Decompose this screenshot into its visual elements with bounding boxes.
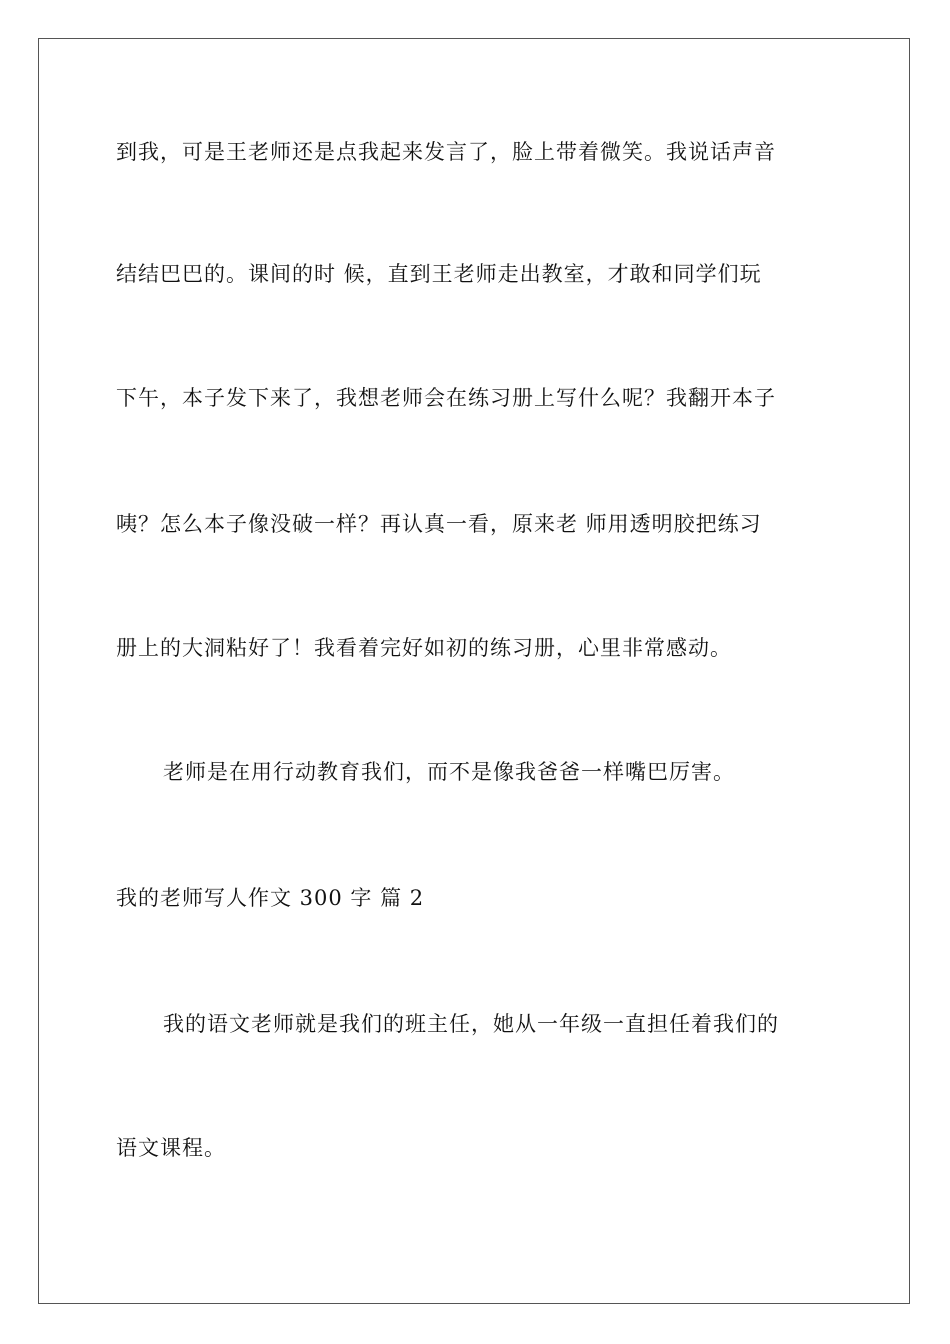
paragraph-line: 语文课程。 [116,1136,226,1160]
page-border [38,38,910,1304]
section-heading: 我的老师写人作文 300 字 篇 2 [116,886,425,910]
paragraph-line: 册上的大洞粘好了！我看着完好如初的练习册，心里非常感动。 [116,636,732,660]
paragraph-line: 下午，本子发下来了，我想老师会在练习册上写什么呢？我翻开本子 [116,386,776,410]
paragraph-line: 咦？怎么本子像没破一样？再认真一看，原来老 师用透明胶把练习 [116,512,762,536]
paragraph-line: 到我，可是王老师还是点我起来发言了，脸上带着微笑。我说话声音 [116,140,776,164]
paragraph-line: 结结巴巴的。课间的时 候，直到王老师走出教室，才敢和同学们玩 [116,262,762,286]
paragraph-line: 老师是在用行动教育我们，而不是像我爸爸一样嘴巴厉害。 [163,760,735,784]
paragraph-line: 我的语文老师就是我们的班主任，她从一年级一直担任着我们的 [163,1012,779,1036]
